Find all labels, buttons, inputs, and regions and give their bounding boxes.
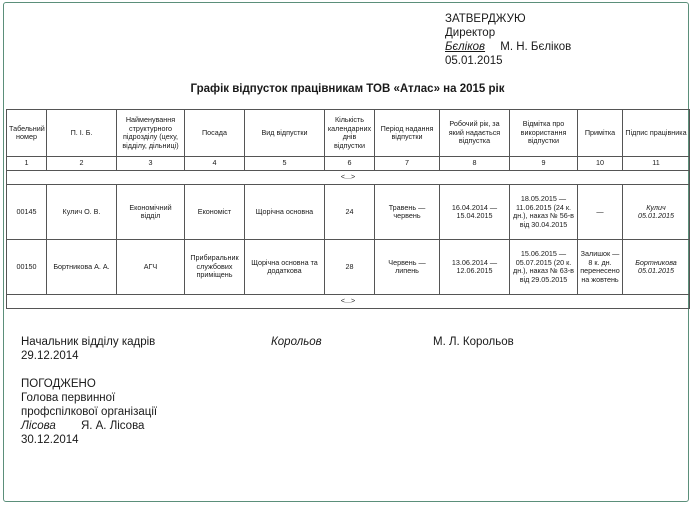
cell-tab-number: 00145 <box>7 185 47 240</box>
cell-usage: 18.05.2015 — 11.06.2015 (24 к. дн.), наказ № 56-в від 30.04.2015 <box>510 185 578 240</box>
col-header: Найменування структурного підрозділу (цеху, відділу, дільниці) <box>117 110 185 157</box>
cell-period: Травень — червень <box>375 185 440 240</box>
agreed-heading: ПОГОДЖЕНО <box>21 378 96 390</box>
director-signature: Бєліков <box>445 41 486 53</box>
column-number: 5 <box>245 157 325 171</box>
hr-position: Начальник відділу кадрів <box>21 336 156 348</box>
column-number: 4 <box>185 157 245 171</box>
col-header: П. І. Б. <box>47 110 117 157</box>
signature-date: 05.01.2015 <box>638 211 674 220</box>
col-header: Відмітка про використання відпустки <box>510 110 578 157</box>
cell-period: Червень — липень <box>375 240 440 295</box>
cell-note: Залишок — 8 к. дн. перенесено на жовтень <box>578 240 623 295</box>
approval-heading: ЗАТВЕРДЖУЮ <box>445 13 526 25</box>
agreed-line-2: профспілкової організації <box>21 406 158 418</box>
approval-date: 05.01.2015 <box>445 55 503 67</box>
hr-head-block <box>21 335 155 363</box>
cell-note: — <box>578 185 623 240</box>
approval-block <box>445 12 571 68</box>
table-row <box>7 240 690 295</box>
cell-days: 24 <box>325 185 375 240</box>
col-header: Табельний номер <box>7 110 47 157</box>
signature-date: 05.01.2015 <box>638 266 674 275</box>
cell-usage: 15.06.2015 — 05.07.2015 (20 к. дн.), наказ № 63-в від 29.05.2015 <box>510 240 578 295</box>
cell-unit: АГЧ <box>117 240 185 295</box>
column-number: 9 <box>510 157 578 171</box>
ellipsis-cell: <...> <box>7 295 690 309</box>
col-header: Робочий рік, за який надається відпустка <box>440 110 510 157</box>
col-header: Кількість календарних днів відпустки <box>325 110 375 157</box>
column-numbers-row <box>7 157 690 171</box>
vacation-schedule-table <box>6 109 690 309</box>
approval-position: Директор <box>445 27 496 39</box>
cell-work-year: 16.04.2014 — 15.04.2015 <box>440 185 510 240</box>
cell-pib: Кулич О. В. <box>47 185 117 240</box>
column-number: 3 <box>117 157 185 171</box>
agreed-line-1: Голова первинної <box>21 392 116 404</box>
hr-name: М. Л. Корольов <box>433 336 514 348</box>
cell-pib: Бортникова А. А. <box>47 240 117 295</box>
employee-signature: Бортникова <box>635 257 677 267</box>
agreed-block <box>21 377 157 447</box>
cell-signature <box>623 185 690 240</box>
cell-position: Прибиральник службових приміщень <box>185 240 245 295</box>
col-header: Посада <box>185 110 245 157</box>
ellipsis-row <box>7 295 690 309</box>
director-name: М. Н. Бєліков <box>500 41 572 53</box>
table-row <box>7 185 690 240</box>
ellipsis-row <box>7 171 690 185</box>
union-signature: Лісова <box>21 420 56 432</box>
column-number: 6 <box>325 157 375 171</box>
cell-position: Економіст <box>185 185 245 240</box>
document-title: Графік відпусток працівникам ТОВ «Атлас» на 2015 рік <box>190 83 505 95</box>
column-number: 1 <box>7 157 47 171</box>
employee-signature: Кулич <box>646 202 666 212</box>
col-header: Примітка <box>578 110 623 157</box>
column-number: 8 <box>440 157 510 171</box>
column-number: 2 <box>47 157 117 171</box>
cell-days: 28 <box>325 240 375 295</box>
cell-unit: Економічний відділ <box>117 185 185 240</box>
union-name: Я. А. Лісова <box>80 420 145 432</box>
cell-leave-type: Щорічна основна <box>245 185 325 240</box>
col-header: Підпис працівника <box>623 110 690 157</box>
cell-leave-type: Щорічна основна та додаткова <box>245 240 325 295</box>
column-number: 10 <box>578 157 623 171</box>
column-number: 7 <box>375 157 440 171</box>
column-number: 11 <box>623 157 690 171</box>
cell-tab-number: 00150 <box>7 240 47 295</box>
table-header-row <box>7 110 690 157</box>
cell-work-year: 13.06.2014 — 12.06.2015 <box>440 240 510 295</box>
hr-signature: Корольов <box>271 336 322 348</box>
col-header: Період надання відпустки <box>375 110 440 157</box>
cell-signature <box>623 240 690 295</box>
ellipsis-cell: <...> <box>7 171 690 185</box>
agreed-date: 30.12.2014 <box>21 434 79 446</box>
col-header: Вид відпустки <box>245 110 325 157</box>
hr-date: 29.12.2014 <box>21 350 79 362</box>
